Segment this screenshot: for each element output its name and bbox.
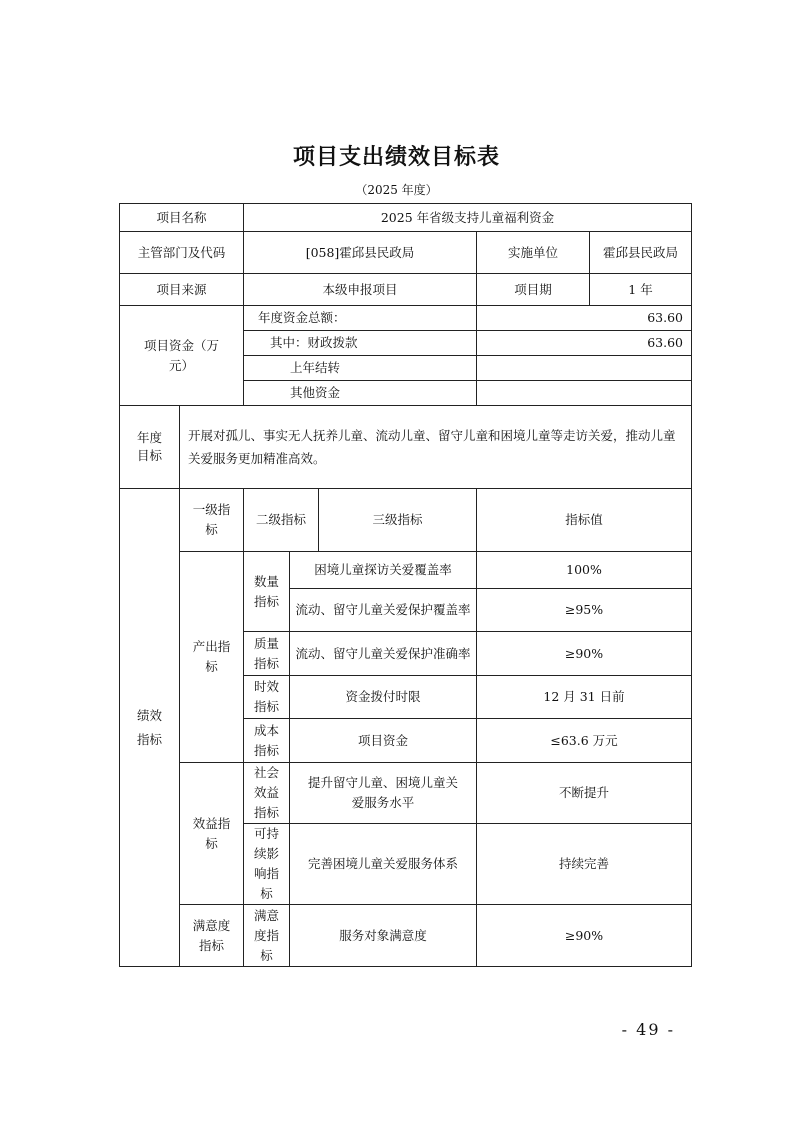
row-level3-system: 完善困境儿童关爱服务体系 <box>290 824 477 905</box>
row-level2-sustainable: 可持续影响指标 <box>244 824 290 905</box>
project-name-value: 2025 年省级支持儿童福利资金 <box>244 204 692 232</box>
impl-unit-label: 实施单位 <box>477 232 590 274</box>
header-level2: 二级指标 <box>244 489 319 551</box>
funds-carryover-value <box>477 356 692 381</box>
funds-total-value: 63.60 <box>477 306 692 331</box>
row-level2-cost: 成本指标 <box>244 719 290 763</box>
row-level3-deadline: 资金拨付时限 <box>290 676 477 719</box>
row-level3-service-level: 提升留守儿童、困境儿童关爱服务水平 <box>290 763 477 824</box>
impl-unit-value: 霍邱县民政局 <box>590 232 692 274</box>
dept-label: 主管部门及代码 <box>120 232 244 274</box>
header-level3: 三级指标 <box>372 512 423 527</box>
funds-fiscal-value: 63.60 <box>477 331 692 356</box>
row-level3-funds: 项目资金 <box>290 719 477 763</box>
row-level3-accuracy: 流动、留守儿童关爱保护准确率 <box>290 632 477 676</box>
row-value-accuracy: ≥90% <box>477 632 692 676</box>
period-label: 项目期 <box>477 274 590 306</box>
period-value: 1 年 <box>590 274 692 306</box>
annual-goal-text: 开展对孤儿、事实无人抚养儿童、流动儿童、留守儿童和困境儿童等走访关爱，推动儿童关爱服务更加精准高效。 <box>180 406 692 489</box>
document-year: （2025 年度） <box>355 183 438 197</box>
perf-label: 绩效指标 <box>120 489 180 967</box>
header-split <box>244 489 476 551</box>
group-output: 产出指标 <box>180 552 244 763</box>
performance-target-table <box>119 203 692 967</box>
row-value-coverage: 100% <box>477 552 692 589</box>
row-level2-quantity: 数量指标 <box>244 552 290 632</box>
project-name-label: 项目名称 <box>120 204 244 232</box>
group-satisfaction: 满意度指标 <box>180 905 244 967</box>
row-level2-quality: 质量指标 <box>244 632 290 676</box>
row-value-system: 持续完善 <box>477 824 692 905</box>
source-value: 本级申报项目 <box>244 274 477 306</box>
row-level2-satisfaction: 满意度指标 <box>244 905 290 967</box>
row-level3-satisfaction: 服务对象满意度 <box>290 905 477 967</box>
row-level3-coverage: 困境儿童探访关爱覆盖率 <box>290 552 477 589</box>
row-level3-migrant-coverage: 流动、留守儿童关爱保护覆盖率 <box>290 589 477 632</box>
row-level2-social: 社会效益指标 <box>244 763 290 824</box>
funds-fiscal-label: 其中：财政拨款 <box>244 331 477 356</box>
header-level1: 一级指标 <box>180 489 244 552</box>
row-value-migrant-coverage: ≥95% <box>477 589 692 632</box>
row-level2-timeliness: 时效指标 <box>244 676 290 719</box>
page-number: - 49 - <box>621 1020 675 1039</box>
document-title: 项目支出绩效目标表 <box>292 145 500 170</box>
dept-value: [058]霍邱县民政局 <box>244 232 477 274</box>
annual-goal-label: 年度目标 <box>120 406 180 489</box>
row-value-service-level: 不断提升 <box>477 763 692 824</box>
header-value: 指标值 <box>477 489 692 552</box>
row-value-funds: ≤63.6 万元 <box>477 719 692 763</box>
funds-other-label: 其他资金 <box>244 381 477 406</box>
row-value-satisfaction: ≥90% <box>477 905 692 967</box>
funds-carryover-label: 上年结转 <box>244 356 477 381</box>
header-level2-wrap <box>244 489 477 552</box>
group-benefit: 效益指标 <box>180 763 244 905</box>
funds-label: 项目资金（万元） <box>120 306 244 406</box>
funds-total-label: 年度资金总额： <box>244 306 477 331</box>
source-label: 项目来源 <box>120 274 244 306</box>
funds-other-value <box>477 381 692 406</box>
row-value-deadline: 12 月 31 日前 <box>477 676 692 719</box>
